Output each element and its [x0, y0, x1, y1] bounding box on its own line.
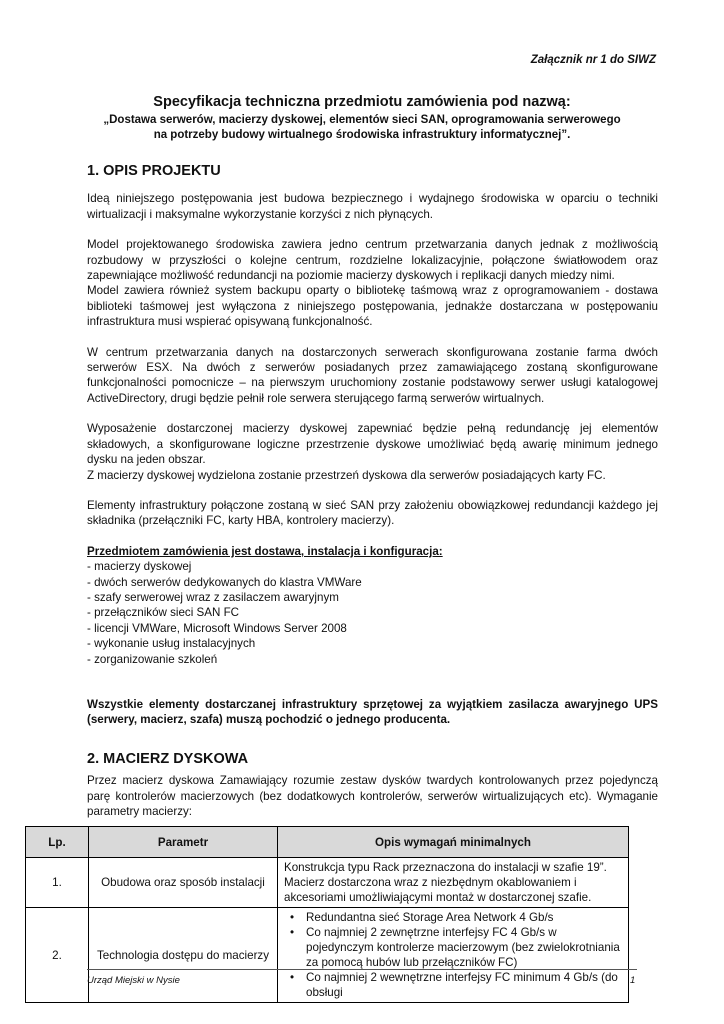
row-description: Konstrukcja typu Rack przeznaczona do instalacji w szafie 19”. Macierz dostarczona wraz z niezbędnym okablowaniem i akcesoriami umożliwiającymi montaż w dostarczonej szafie. — [278, 858, 629, 908]
row-number: 1. — [26, 858, 89, 908]
footer-office: Urząd Miejski w Nysie — [87, 975, 180, 986]
scope-item: - zorganizowanie szkoleń — [87, 652, 218, 666]
scope-heading: Przedmiotem zamówienia jest dostawa, instalacja i konfiguracja: — [87, 544, 443, 558]
row-number: 2. — [26, 908, 89, 1003]
section1-paragraph-2: Model projektowanego środowiska zawiera jedno centrum przetwarzania danych jednak z możliwością rozbudowy w przyszłości o kolejne centrum, rozdzielne lokalizacyjnie, połączone światłowodem oraz zapewniające możliwość redundancji na poziomie macierzy dyskowych i replikacji danych miedzy nimi. — [87, 238, 658, 283]
scope-item: - przełączników sieci SAN FC — [87, 606, 240, 620]
requirement-bullet: • Redundantna sieć Storage Area Network 4 Gb/s — [306, 910, 622, 925]
annex-label: Załącznik nr 1 do SIWZ — [530, 54, 656, 66]
header-opis: Opis wymagań minimalnych — [278, 827, 629, 858]
document-body — [48, 163, 658, 1003]
footer-page-number: 1 — [630, 975, 636, 986]
footer-divider — [87, 969, 637, 970]
scope-list — [87, 559, 658, 667]
producer-note: Wszystkie elementy dostarczanej infrastruktury sprzętowej za wyjątkiem zasilacza awaryjnego UPS (serwery, macierz, szafa) muszą pochodzić o jednego producenta. — [87, 697, 658, 727]
header-lp: Lp. — [26, 827, 89, 858]
scope-item: - dwóch serwerów dedykowanych do klastra VMWare — [87, 575, 362, 589]
table-header-row — [26, 827, 629, 858]
section1-paragraph-5: Wyposażenie dostarczonej macierzy dyskowej zapewniać będzie pełną redundancję jej elementów składowych, a skonfigurowane logiczne przestrzenie dyskowe umożliwiać będą awarię minimum jednego dysku na jeden obszar. — [87, 422, 658, 467]
document-subtitle-line2: na potrzeby budowy wirtualnego środowiska infrastruktury informatycznej”. — [153, 129, 571, 141]
scope-item: - licencji VMWare, Microsoft Windows Server 2008 — [87, 621, 347, 635]
table-row — [26, 858, 629, 908]
requirement-bullet: • Co najmniej 2 wewnętrzne interfejsy FC minimum 4 Gb/s (do obsługi — [306, 970, 622, 1000]
table-row — [26, 908, 629, 1003]
row-description — [278, 908, 629, 1003]
section1-paragraph-3: Model zawiera również system backupu oparty o bibliotekę taśmową wraz z oprogramowaniem - dostawa biblioteki taśmowej jest wyłączona z niniejszego postępowania, jednakże dostarczana w postępowaniu infrastruktura musi wspierać opisywaną funkcjonalność. — [87, 284, 658, 329]
scope-item: - macierzy dyskowej — [87, 560, 192, 574]
row-parameter: Obudowa oraz sposób instalacji — [89, 858, 278, 908]
requirement-bullet: • Co najmniej 2 zewnętrzne interfejsy FC 4 Gb/s w pojedynczym kontrolerze macierzowym (bez zwielokrotniania za pomocą hubów lub przełączników FC) — [306, 925, 622, 970]
section2-intro: Przez macierz dyskowa Zamawiający rozumie zestaw dysków twardych kontrolowanych przez pojedynczą parę kontrolerów macierzowych (bez dodatkowych kontrolerów, serwerów wirtualizujących etc). Wymaganie parametry macierzy: — [87, 774, 658, 818]
document-subtitle-line1: „Dostawa serwerów, macierzy dyskowej, elementów sieci SAN, oprogramowania serwerowego — [103, 114, 621, 126]
section1-paragraph-6: Z macierzy dyskowej wydzielona zostanie przestrzeń dyskowa dla serwerów posiadających karty FC. — [87, 468, 606, 482]
header-parametr: Parametr — [89, 827, 278, 858]
title-block — [60, 94, 664, 143]
section1-paragraph-4: W centrum przetwarzania danych na dostarczonych serwerach skonfigurowana zostanie farma dwóch serwerów ESX. Na dwóch z serwerów posiadanych przez zamawiającego zostaną skonfigurowane funkcjonalności pomocnicze – na pierwszym uruchomiony zostanie podstawowy serwer usługi katalogowej ActiveDirectory, drugi będzie pełnił role serwera sterującego farmą serwerów wirtualnych. — [87, 345, 658, 405]
section1-paragraph-1: Ideą niniejszego postępowania jest budowa bezpiecznego i wydajnego środowiska w oparciu o techniki wirtualizacji i maksymalne wykorzystanie korzyści z nich płynących. — [87, 192, 658, 221]
scope-item: - wykonanie usług instalacyjnych — [87, 637, 256, 651]
scope-item: - szafy serwerowej wraz z zasilaczem awaryjnym — [87, 590, 339, 604]
document-title: Specyfikacja techniczna przedmiotu zamówienia pod nazwą: — [153, 94, 571, 110]
section1-paragraph-7: Elementy infrastruktury połączone zostaną w sieć SAN przy założeniu obowiązkowej redundancji każdego jej składnika (przełączniki FC, karty HBA, kontrolery macierzy). — [87, 498, 658, 528]
section1-heading: 1. OPIS PROJEKTU — [87, 163, 221, 179]
requirement-bullets — [284, 910, 622, 1000]
row-parameter: Technologia dostępu do macierzy — [89, 908, 278, 1003]
section2-heading: 2. MACIERZ DYSKOWA — [87, 750, 249, 767]
